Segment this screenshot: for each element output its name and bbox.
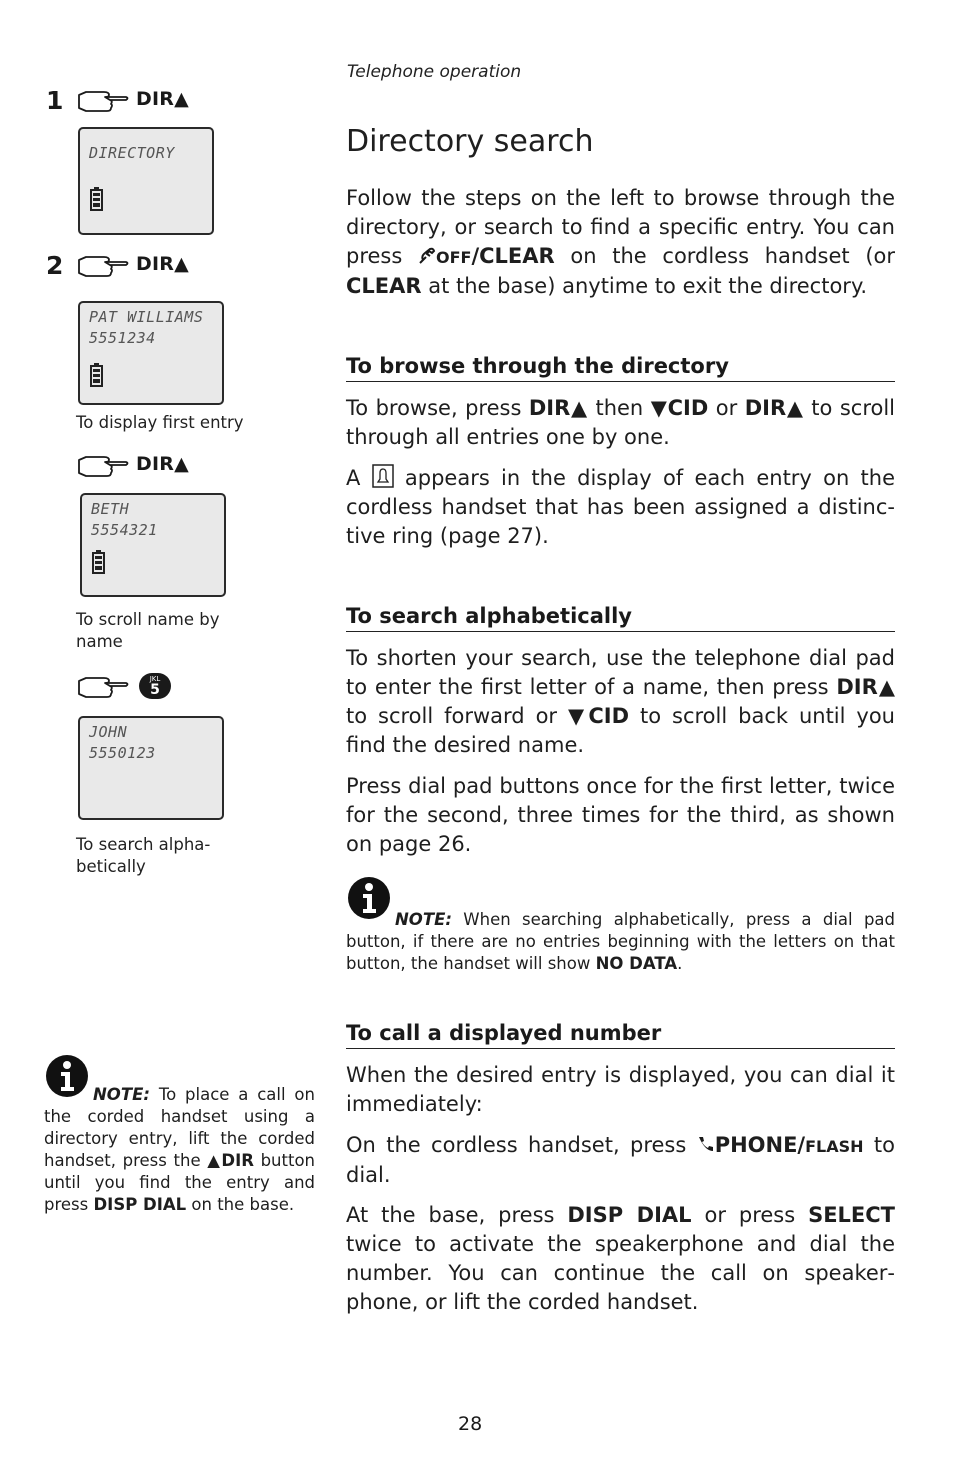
dir-key-label: DIR▲ (136, 453, 189, 475)
pointing-hand-icon (76, 672, 130, 700)
key-text: ▼CID (650, 396, 709, 420)
lcd-line: 5550123 (89, 744, 156, 762)
dial-key-5 (139, 673, 171, 699)
text: On the cordless handset, press (346, 1133, 697, 1157)
key-text: /CLEAR (471, 244, 555, 268)
battery-icon (90, 187, 103, 211)
alpha-note (346, 909, 895, 975)
lcd-screen-scroll (80, 493, 226, 597)
caption-first-entry: To display first entry (76, 413, 244, 432)
key-text: DIR▲ (528, 396, 588, 420)
text: then (588, 396, 651, 420)
text: to scroll through all entries one by one. (346, 396, 896, 449)
phone-icon (697, 1135, 715, 1153)
browse-paragraph-2 (346, 464, 895, 551)
battery-icon (90, 363, 103, 387)
key-text: CLEAR (346, 274, 422, 298)
note-text: on the base. (186, 1195, 295, 1214)
key-text: FLASH (805, 1137, 864, 1156)
lcd-line: 5554321 (91, 521, 158, 539)
call-paragraph-2 (346, 1131, 895, 1190)
note-text: button until you find the entry and press (44, 1151, 316, 1214)
lcd-line: JOHN (89, 723, 128, 741)
battery-icon (92, 550, 105, 574)
text: to scroll back until you find the desired name. (346, 704, 895, 757)
note-key: DISP DIAL (93, 1195, 187, 1214)
lcd-screen-directory (78, 127, 214, 235)
lcd-line: DIRECTORY (89, 144, 175, 162)
lcd-screen-first-entry (78, 301, 224, 405)
step-number-1: 1 (46, 86, 64, 115)
key-letters: JKL (149, 675, 161, 683)
intro-paragraph (346, 184, 895, 301)
caption-line: betically (76, 857, 146, 876)
call-paragraph-1: When the desired entry is displayed, you can dial it immediately: (346, 1063, 895, 1116)
lcd-line: 5551234 (89, 329, 156, 347)
page-title: Directory search (346, 124, 594, 159)
caption-scroll (76, 609, 220, 653)
key-text: DIR▲ (744, 396, 804, 420)
pointing-hand-icon (76, 451, 130, 479)
lcd-line: BETH (91, 500, 130, 518)
text: twice to activate the speakerphone and dial the number. You can continue the call on speakerphone, or lift the corded handset. (346, 1232, 895, 1314)
key-text: PHONE/ (714, 1133, 806, 1157)
dir-key-label: DIR▲ (136, 88, 189, 110)
caption-line: To search alpha- (76, 835, 211, 854)
note-key: ▲DIR (207, 1151, 254, 1170)
key-text: DIR▲ (836, 675, 895, 699)
running-header: Telephone operation (347, 62, 522, 82)
text: At the base, press (346, 1203, 568, 1227)
dir-key-label: DIR▲ (136, 253, 189, 275)
note-label: NOTE: (93, 1085, 150, 1104)
lcd-line: PAT WILLIAMS (89, 308, 204, 326)
text: on the cordless handset (or (554, 244, 895, 268)
step-number-2: 2 (46, 251, 64, 280)
text: at the base) anytime to exit the directory. (421, 274, 868, 298)
key-text: ▼CID (567, 704, 630, 728)
off-handset-icon (418, 247, 436, 265)
note-text: To place a call on the corded handset using a directory entry, lift the corded handset, press the (44, 1085, 315, 1170)
text: to scroll forward or (346, 704, 568, 728)
key-digit: 5 (150, 682, 160, 698)
text: A (346, 466, 372, 490)
note-text: When searching alphabetically, press a dial pad button, if there are no entries beginning with the letters on that button, the handset will show (346, 910, 895, 973)
text: Follow the steps on the left to browse through the directory, or search to find a specific entry. You can press (346, 186, 895, 268)
note-key: NO DATA (595, 954, 678, 973)
alpha-paragraph-2: Press dial pad buttons once for the first letter, twice for the second, three times for the third, as shown on page 26. (346, 774, 895, 856)
note-text: . (677, 954, 683, 973)
key-text: DISP DIAL (567, 1203, 692, 1227)
left-note (44, 1084, 315, 1216)
heading-browse: To browse through the directory (346, 354, 895, 382)
alpha-paragraph-1 (346, 644, 895, 760)
heading-call: To call a displayed number (346, 1021, 895, 1049)
text: To browse, press (346, 396, 529, 420)
text: or press (691, 1203, 809, 1227)
call-paragraph-3 (346, 1201, 895, 1317)
ringer-icon (372, 464, 394, 488)
page-number: 28 (458, 1413, 483, 1435)
text: or (708, 396, 745, 420)
caption-alpha (76, 834, 210, 878)
lcd-screen-alpha (78, 716, 224, 820)
pointing-hand-icon (76, 251, 130, 279)
caption-line: name (76, 632, 123, 651)
note-label: NOTE: (395, 910, 452, 929)
text: appears in the display of each entry on the cordless handset that has been assigned a distinctive ring (page 27). (346, 466, 895, 548)
caption-line: To scroll name by (76, 610, 220, 629)
key-text: OFF (436, 248, 472, 267)
pointing-hand-icon (76, 86, 130, 114)
key-text: SELECT (808, 1203, 896, 1227)
heading-alpha: To search alphabetically (346, 604, 895, 632)
browse-paragraph-1 (346, 394, 895, 452)
text: to dial. (346, 1133, 895, 1187)
text: To shorten your search, use the telephone dial pad to enter the first letter of a name, then press (346, 646, 895, 699)
